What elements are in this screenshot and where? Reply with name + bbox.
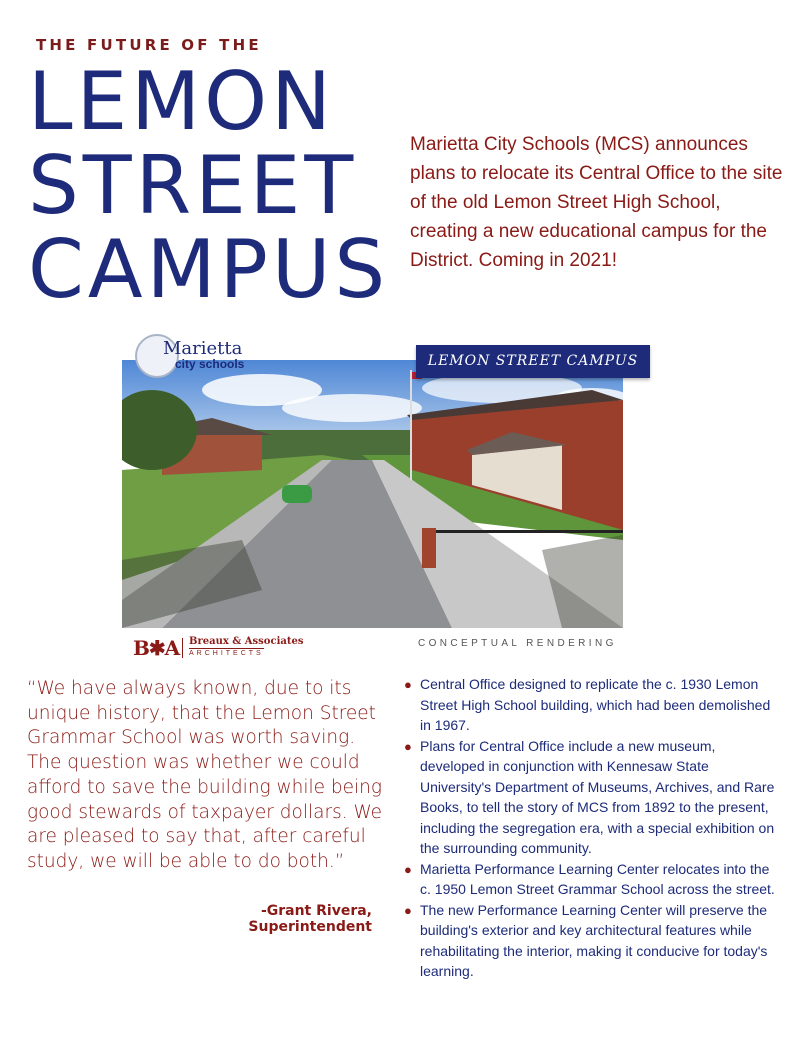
rendering-caption: CONCEPTUAL RENDERING xyxy=(418,638,617,649)
campus-rendering-image xyxy=(122,360,623,628)
superintendent-quote: “We have always known, due to its unique history, that the Lemon Street Grammar School was worth saving. The question was whether we could afford to save the building while being good stewards of taxpayer dollars. We are pleased to say that, after careful study, we will be able to do both.” xyxy=(27,678,383,872)
bullet-icon: ● xyxy=(404,677,412,692)
logo-line-1: Marietta xyxy=(163,338,243,359)
architect-divider xyxy=(182,638,183,658)
marietta-city-schools-logo xyxy=(135,334,265,378)
bullet-icon: ● xyxy=(404,738,412,754)
list-item-text: Central Office designed to replicate the c. 1930 Lemon Street High School building, which had been demolished in 1967. xyxy=(420,676,771,733)
list-item xyxy=(402,674,782,736)
list-item xyxy=(402,859,782,900)
rendering-illustration xyxy=(122,360,623,628)
title-line-3: CAMPUS xyxy=(28,223,390,316)
list-item-text: The new Performance Learning Center will preserve the building's exterior and key architectural features while rehabilitating the interior, making it conducive for today's learning. xyxy=(420,901,768,979)
architect-mark: B✱A xyxy=(133,636,180,660)
campus-banner: LEMON STREET CAMPUS xyxy=(416,345,650,378)
list-item-text: Marietta Performance Learning Center relocates into the c. 1950 Lemon Street Grammar School across the street. xyxy=(420,860,775,897)
architect-subtitle: ARCHITECTS xyxy=(189,650,264,657)
architect-name: Breaux & Associates xyxy=(189,636,304,647)
bullet-icon: ● xyxy=(404,861,412,877)
title-line-1: LEMON xyxy=(28,55,335,148)
page-title xyxy=(28,55,390,316)
list-item-text: Plans for Central Office include a new museum, developed in conjunction with Kennesaw State University's Department of Museums, Archives, and Rare Books, to tell the story of MCS from 1892 to the present, including the segregation era, with a special exhibition on the surrounding community. xyxy=(420,737,775,856)
list-item xyxy=(402,900,782,982)
kicker-heading: THE FUTURE OF THE xyxy=(36,36,262,54)
bullet-icon: ● xyxy=(404,902,412,918)
intro-paragraph: Marietta City Schools (MCS) announces plans to relocate its Central Office to the site of the old Lemon Street High School, creating a new educational campus for the District. Coming in 2021! xyxy=(410,134,783,271)
logo-line-2: city schools xyxy=(175,357,245,371)
list-item xyxy=(402,736,782,859)
quote-attribution: -Grant Rivera, Superintendent xyxy=(248,903,372,935)
highlights-list xyxy=(402,674,782,982)
title-line-2: STREET xyxy=(28,139,358,232)
